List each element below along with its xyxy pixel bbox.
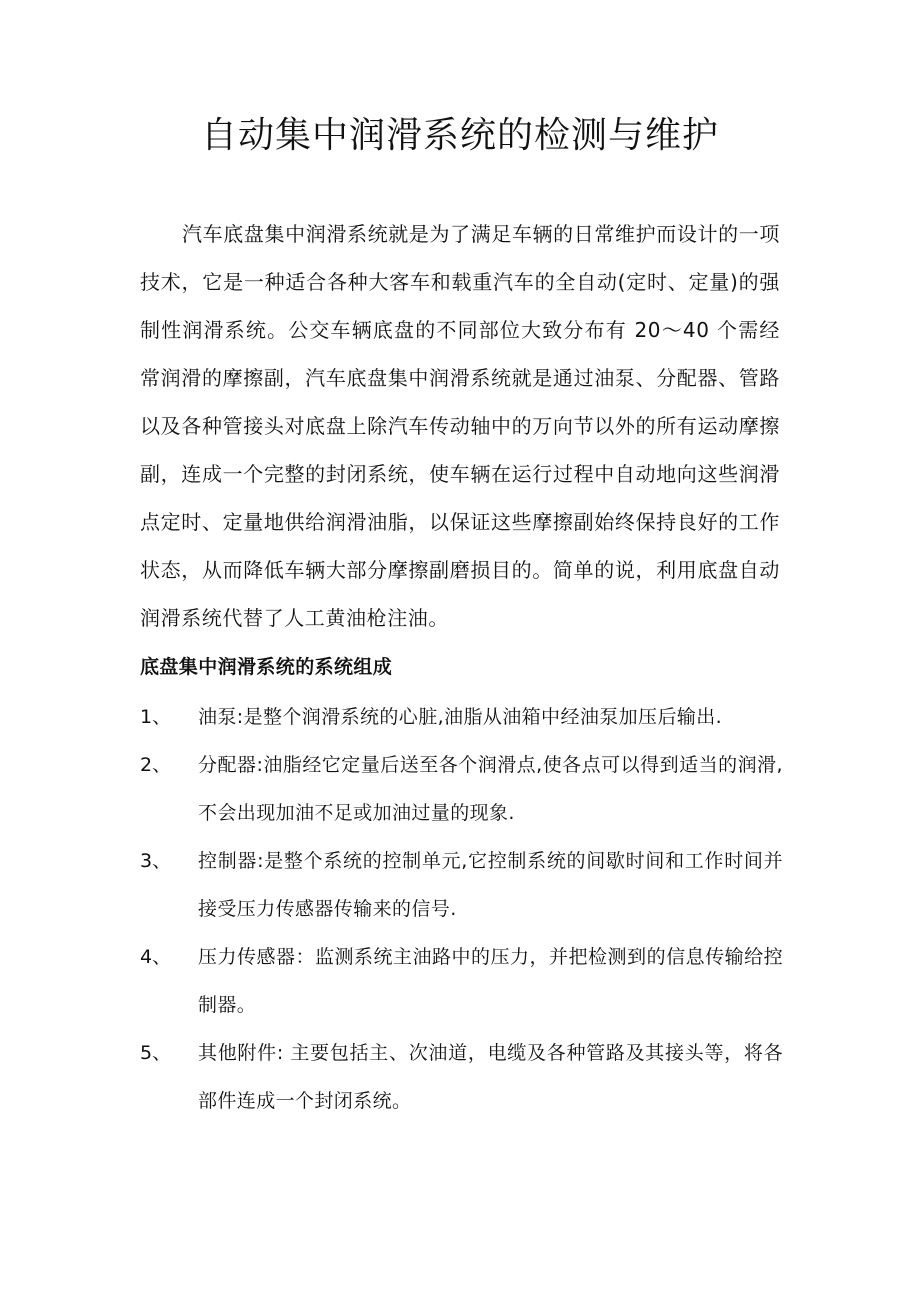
list-item-text: 其他附件: 主要包括主、次油道，电缆及各种管路及其接头等，将各部件连成一个封闭系统。	[198, 1042, 783, 1112]
list-item	[140, 837, 790, 933]
list-item-number: 1、	[140, 706, 172, 728]
list-item-text: 油泵:是整个润滑系统的心脏,油脂从油箱中经油泵加压后输出.	[198, 706, 723, 728]
list-item	[140, 933, 790, 1029]
list-item-number: 2、	[140, 754, 172, 776]
list-item	[140, 741, 790, 837]
section-heading: 底盘集中润滑系统的系统组成	[140, 656, 393, 678]
list-item-text: 压力传感器：监测系统主油路中的压力，并把检测到的信息传输给控制器。	[198, 946, 783, 1016]
component-list	[140, 693, 790, 1125]
intro-paragraph: 汽车底盘集中润滑系统就是为了满足车辆的日常维护而设计的一项技术，它是一种适合各种大客车和载重汽车的全自动(定时、定量)的强制性润滑系统。公交车辆底盘的不同部位大致分布有 20～40 个需经常润滑的摩擦副，汽车底盘集中润滑系统就是通过油泵、分配器、管路以及各种管接头对底盘上除汽车传动轴中的万向节以外的所有运动摩擦副，连成一个完整的封闭系统，使车辆在运行过程中自动地向这些润滑点定时、定量地供给润滑油脂，以保证这些摩擦副始终保持良好的工作状态，从而降低车辆大部分摩擦副磨损目的。简单的说，利用底盘自动润滑系统代替了人工黄油枪注油。	[140, 222, 780, 630]
list-item	[140, 693, 790, 741]
list-item	[140, 1029, 790, 1125]
list-item-number: 3、	[140, 850, 172, 872]
page-title: 自动集中润滑系统的检测与维护	[200, 115, 719, 156]
list-item-text: 分配器:油脂经它定量后送至各个润滑点,使各点可以得到适当的润滑,不会出现加油不足或加油过量的现象.	[198, 754, 783, 824]
list-item-text: 控制器:是整个系统的控制单元,它控制系统的间歇时间和工作时间并接受压力传感器传输来的信号.	[198, 850, 783, 920]
list-item-number: 5、	[140, 1042, 172, 1064]
list-item-number: 4、	[140, 946, 172, 968]
